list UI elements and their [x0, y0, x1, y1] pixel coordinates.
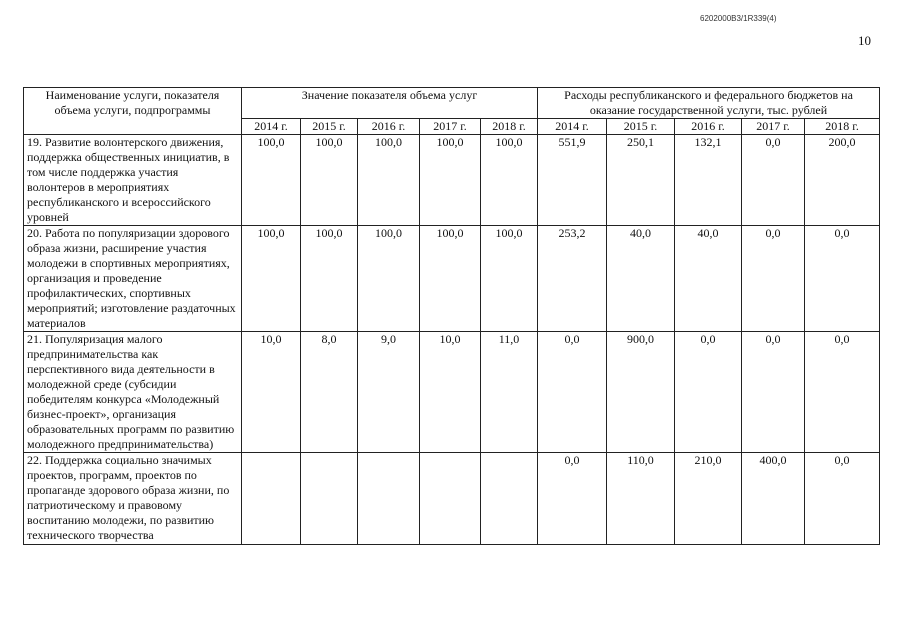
table-cell	[420, 453, 481, 545]
table-cell: 100,0	[242, 226, 301, 332]
column-group-budget-expenses: Расходы республиканского и федерального бюджетов на оказание государственной услуги, тыс. рублей	[538, 88, 880, 119]
table-cell: 8,0	[301, 332, 358, 453]
budget-table	[23, 87, 880, 545]
column-header-name: Наименование услуги, показателя объема услуги, подпрограммы	[24, 88, 242, 135]
table-row	[24, 135, 880, 226]
table-cell: 100,0	[301, 135, 358, 226]
table-cell: 0,0	[805, 226, 880, 332]
table-cell: 40,0	[675, 226, 742, 332]
table-cell: 253,2	[538, 226, 607, 332]
table-cell: 250,1	[607, 135, 675, 226]
row-name: 21. Популяризация малого предпринимательства как перспективного вида деятельности в молодежной среде (субсидии победителям конкурса «Молодежный бизнес-проект», организация образовательных программ по развитию молодежного предпринимательства)	[24, 332, 242, 453]
table-cell: 11,0	[481, 332, 538, 453]
table-row	[24, 226, 880, 332]
table-cell: 9,0	[358, 332, 420, 453]
table-cell: 100,0	[358, 135, 420, 226]
table-cell: 100,0	[420, 226, 481, 332]
row-name: 22. Поддержка социально значимых проектов, программ, проектов по пропаганде здорового образа жизни, по патриотическому и правовому воспитанию молодежи, по развитию технического творчества	[24, 453, 242, 545]
table-cell: 132,1	[675, 135, 742, 226]
table-cell: 100,0	[481, 135, 538, 226]
table-cell: 100,0	[358, 226, 420, 332]
table-row	[24, 453, 880, 545]
year-header: 2017 г.	[742, 119, 805, 135]
table-cell: 10,0	[420, 332, 481, 453]
table-cell: 0,0	[742, 135, 805, 226]
table-cell	[481, 453, 538, 545]
table-cell: 100,0	[242, 135, 301, 226]
year-header: 2017 г.	[420, 119, 481, 135]
row-name: 20. Работа по популяризации здорового образа жизни, расширение участия молодежи в спортивных мероприятиях, организация и проведение профилактических, спортивных мероприятий; изготовление раздаточных материалов	[24, 226, 242, 332]
table-cell: 0,0	[742, 332, 805, 453]
table-cell: 10,0	[242, 332, 301, 453]
year-header: 2015 г.	[301, 119, 358, 135]
table-cell: 551,9	[538, 135, 607, 226]
table-cell: 210,0	[675, 453, 742, 545]
table-cell: 0,0	[675, 332, 742, 453]
year-header: 2018 г.	[481, 119, 538, 135]
table-row	[24, 332, 880, 453]
table-cell: 0,0	[742, 226, 805, 332]
table-cell: 110,0	[607, 453, 675, 545]
table-cell: 0,0	[805, 453, 880, 545]
year-header: 2016 г.	[358, 119, 420, 135]
document-code: 6202000В3/1R339(4)	[700, 14, 777, 23]
table-cell: 200,0	[805, 135, 880, 226]
table-cell: 100,0	[481, 226, 538, 332]
column-group-indicator-values: Значение показателя объема услуг	[242, 88, 538, 119]
page-number: 10	[858, 33, 871, 48]
table-cell	[301, 453, 358, 545]
row-name: 19. Развитие волонтерского движения, поддержка общественных инициатив, в том числе поддержка участия волонтеров в мероприятиях республиканского и всероссийского уровней	[24, 135, 242, 226]
year-header: 2015 г.	[607, 119, 675, 135]
year-header: 2014 г.	[242, 119, 301, 135]
table-cell: 100,0	[420, 135, 481, 226]
table-cell: 900,0	[607, 332, 675, 453]
table-cell	[242, 453, 301, 545]
table-cell: 0,0	[805, 332, 880, 453]
table-cell: 400,0	[742, 453, 805, 545]
table-cell: 0,0	[538, 453, 607, 545]
table-cell: 40,0	[607, 226, 675, 332]
table-cell: 0,0	[538, 332, 607, 453]
table-cell: 100,0	[301, 226, 358, 332]
year-header: 2016 г.	[675, 119, 742, 135]
table-cell	[358, 453, 420, 545]
year-header: 2014 г.	[538, 119, 607, 135]
year-header: 2018 г.	[805, 119, 880, 135]
header-row-groups	[24, 88, 880, 119]
